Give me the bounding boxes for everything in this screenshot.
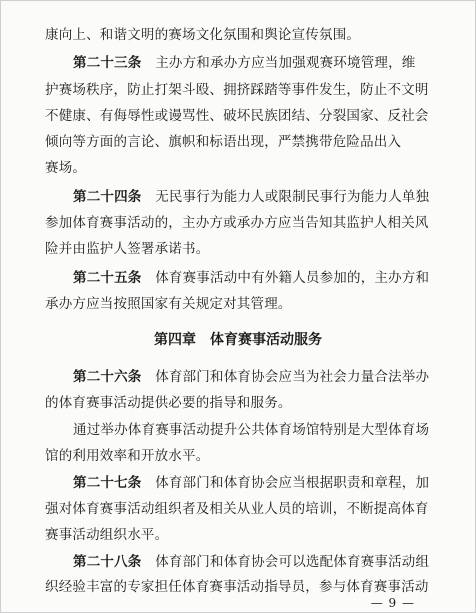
- line-text: 体育赛事活动中有外籍人员参加的，主办方和: [141, 270, 430, 286]
- body-line: [45, 448, 476, 464]
- line-text: 险并由监护人签署承诺书。: [45, 241, 210, 257]
- body-line: [45, 27, 476, 43]
- body-line: [73, 369, 476, 385]
- body-line: [45, 241, 476, 257]
- chapter-heading: 第四章 体育赛事活动服务: [154, 332, 322, 348]
- line-text: 倾向等方面的言论、旗帜和标语出现，严禁携带危险品出入: [45, 134, 402, 150]
- line-text: 馆的利用效率和开放水平。: [45, 448, 210, 464]
- body-line: [45, 108, 476, 124]
- line-text: 体育部门和体育协会应当为社会力量合法举办: [141, 369, 430, 385]
- line-text: 无民事行为能力人或限制民事行为能力人单独: [141, 189, 430, 205]
- line-text: 强对体育赛事活动组织者及相关从业人员的培训，不断提高体育: [45, 501, 429, 517]
- article-number: 第二十五条: [73, 270, 142, 286]
- body-line: [73, 270, 476, 286]
- body-line: [73, 475, 476, 491]
- body-line: [73, 55, 476, 71]
- body-line: [45, 579, 476, 595]
- article-number: 第二十三条: [73, 55, 142, 71]
- article-number: 第二十四条: [73, 189, 142, 205]
- body-line: [45, 215, 476, 231]
- line-text: 织经验丰富的专家担任体育赛事活动指导员，参与体育赛事活动: [45, 579, 429, 595]
- body-line: [73, 189, 476, 205]
- body-line: [73, 422, 476, 438]
- article-number: 第二十七条: [73, 475, 142, 491]
- line-text: 康向上、和谐文明的赛场文化氛围和舆论宣传氛围。: [45, 27, 361, 43]
- line-text: 的体育赛事活动提供必要的指导和服务。: [45, 395, 292, 411]
- line-text: 体育部门和体育协会应当根据职责和章程，加: [141, 475, 430, 491]
- article-number: 第二十六条: [73, 369, 142, 385]
- body-line: [45, 296, 476, 312]
- line-text: 不健康、有侮辱性或谩骂性、破坏民族团结、分裂国家、反社会: [45, 108, 429, 124]
- body-line: [45, 395, 476, 411]
- body-line: [45, 160, 476, 176]
- line-text: 参加体育赛事活动的，主办方或承办方应当告知其监护人相关风: [45, 215, 429, 231]
- body-line: [45, 527, 476, 543]
- line-text: 赛场。: [45, 160, 87, 176]
- line-text: 护赛场秩序，防止打架斗殴、拥挤踩踏等事件发生，防止不文明: [45, 82, 429, 98]
- page-number: — 9 —: [370, 596, 415, 610]
- line-text: 通过举办体育赛事活动提升公共体育场馆特别是大型体育场: [73, 422, 430, 438]
- body-line: [45, 134, 476, 150]
- body-line: [45, 501, 476, 517]
- line-text: 赛事活动组织水平。: [45, 527, 169, 543]
- line-text: 主办方和承办方应当加强观赛环境管理，维: [141, 55, 416, 71]
- body-line: [73, 554, 476, 570]
- line-text: 体育部门和体育协会可以选配体育赛事活动组: [141, 554, 430, 570]
- line-text: 承办方应当按照国家有关规定对其管理。: [45, 296, 292, 312]
- article-number: 第二十八条: [73, 554, 142, 570]
- body-line: [45, 82, 476, 98]
